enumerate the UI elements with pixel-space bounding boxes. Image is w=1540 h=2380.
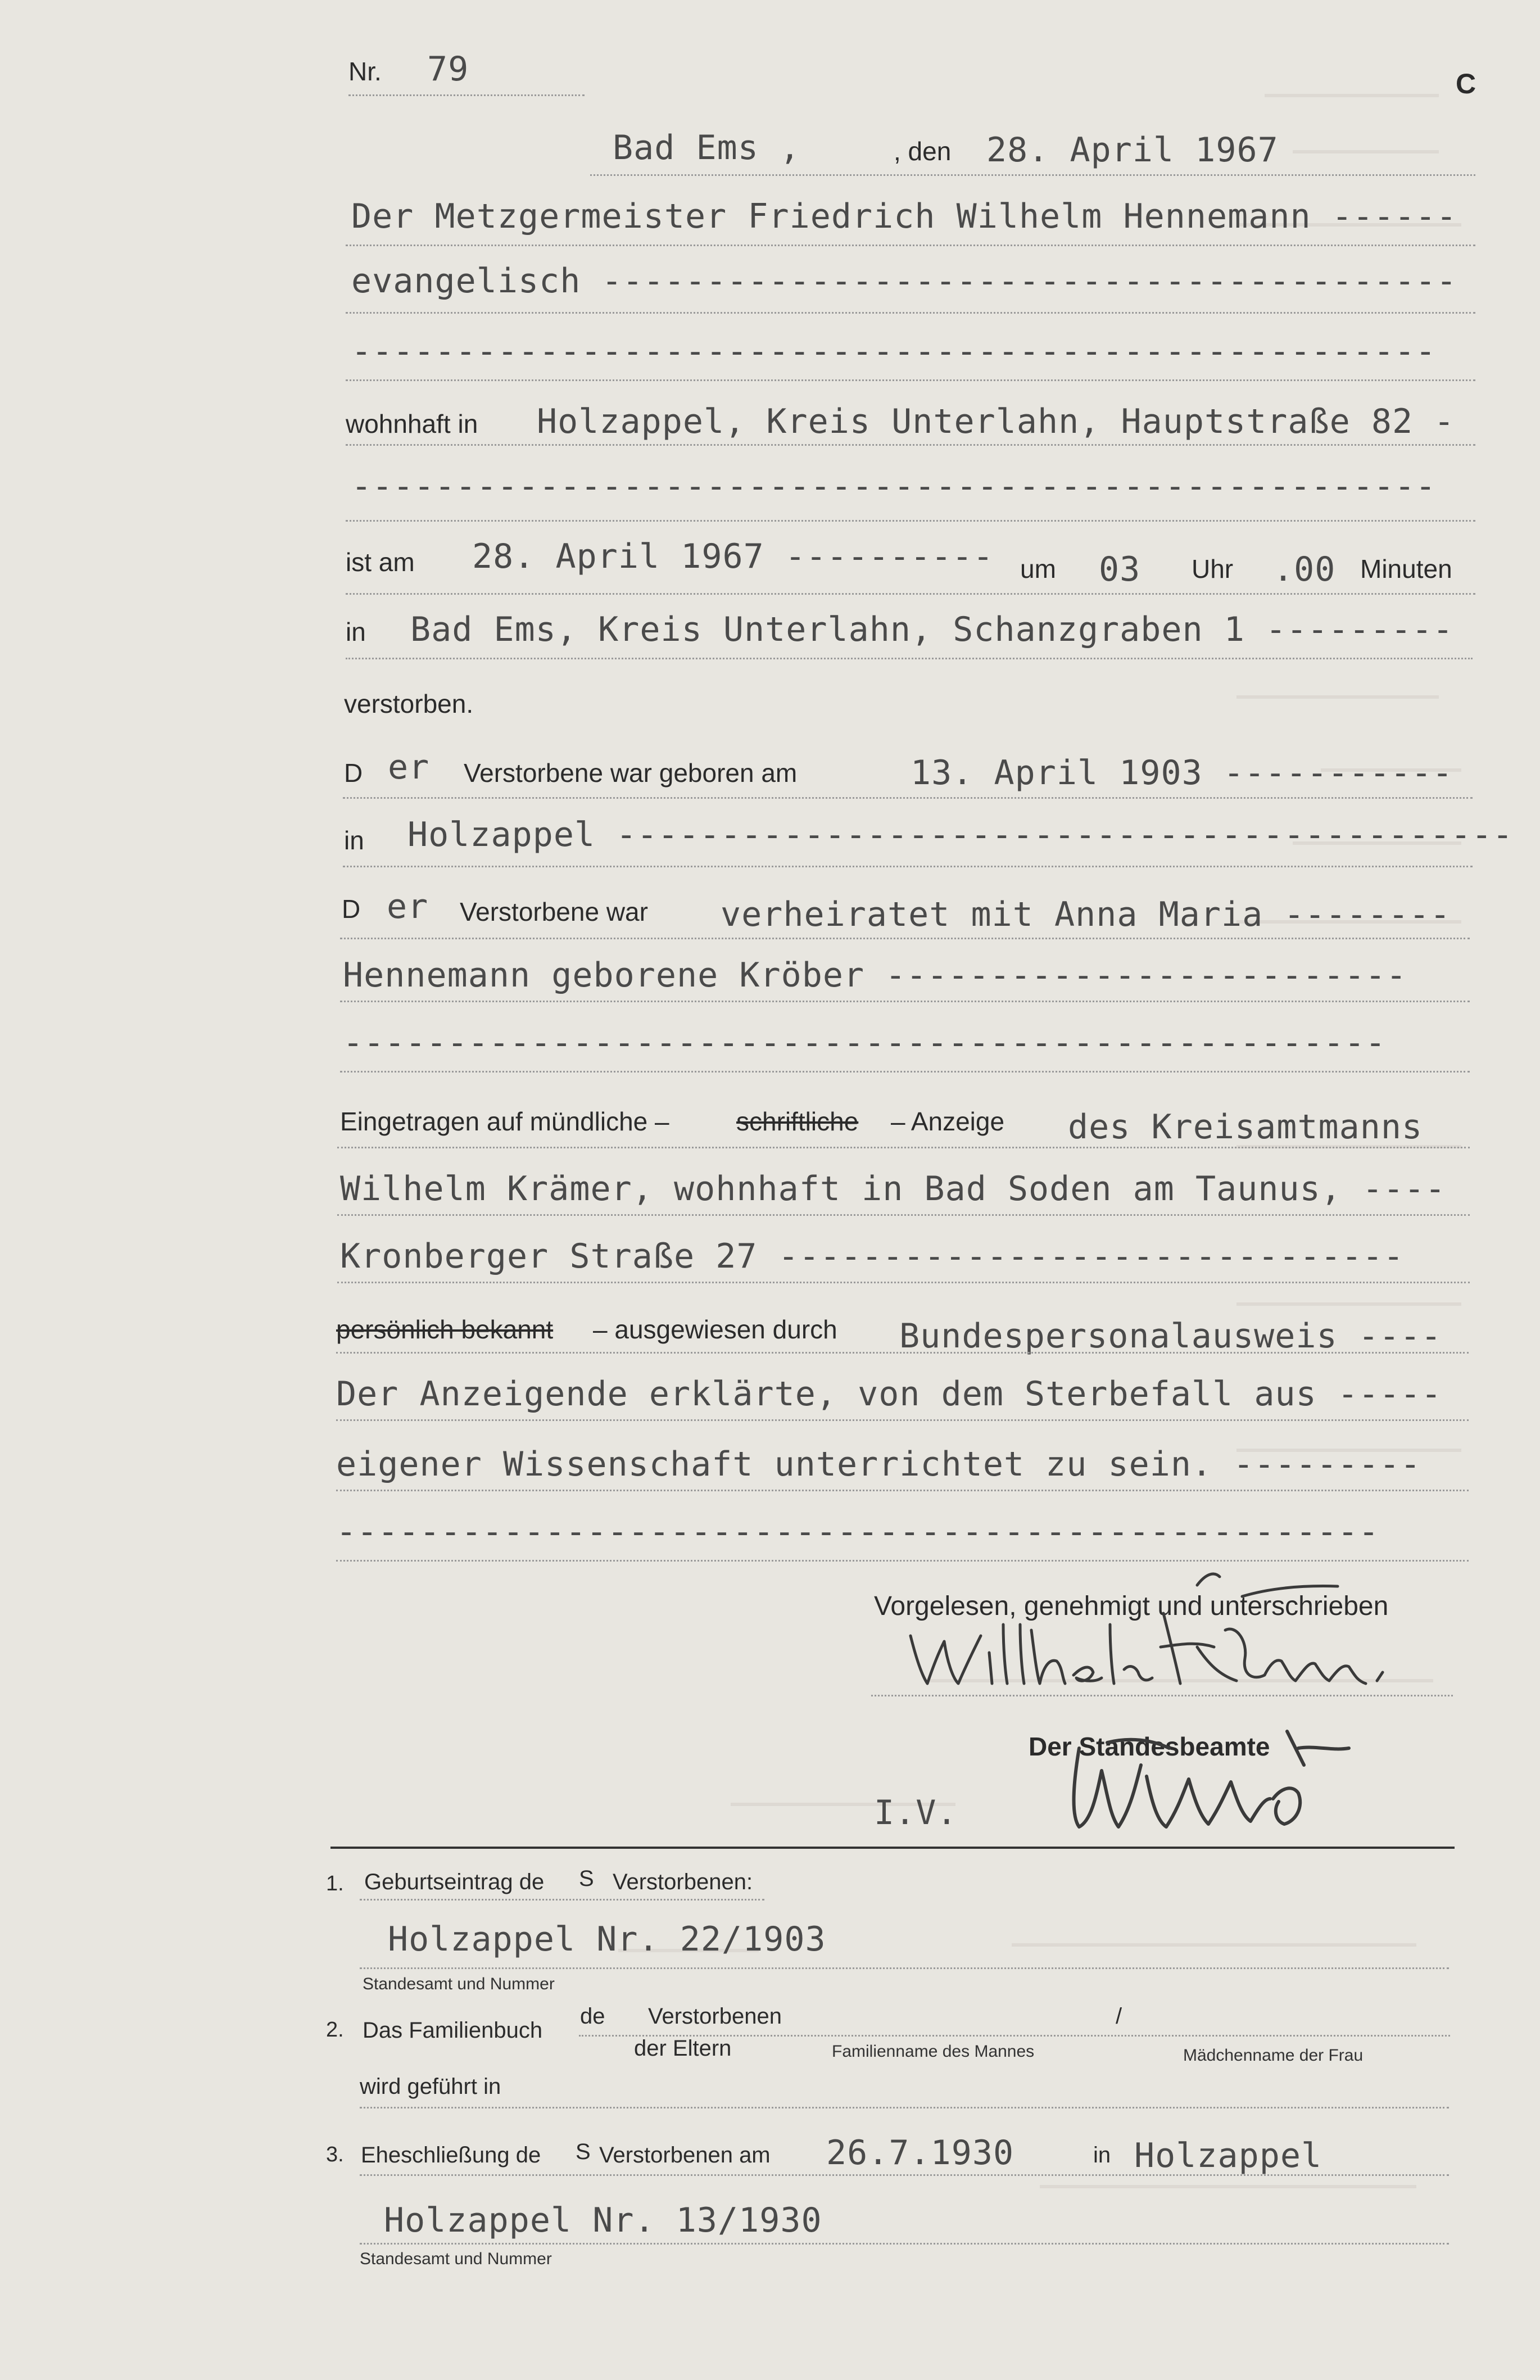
birth-entry-label: Geburtseintrag de	[364, 1870, 545, 1894]
statement-underline	[336, 1419, 1469, 1421]
slash-separator: /	[1116, 2004, 1122, 2029]
read-approved-label: Vorgelesen, genehmigt und unterschrieben	[874, 1591, 1389, 1621]
statement-line-2: eigener Wissenschaft unterrichtet zu sein. ---------	[336, 1445, 1421, 1484]
marriage-registry-underline	[360, 2243, 1449, 2245]
nr-underline	[348, 94, 585, 96]
standesamt-caption: Standesamt und Nummer	[363, 1975, 555, 1993]
marriage-underline	[360, 2174, 1449, 2176]
maedchenname-caption: Mädchenname der Frau	[1183, 2046, 1364, 2065]
marriage-s: S	[576, 2139, 591, 2164]
birth-place-underline	[343, 866, 1473, 867]
birth-entry-value: Holzappel Nr. 22/1903	[388, 1920, 826, 1959]
id-document: Bundespersonalausweis ----	[899, 1316, 1442, 1356]
notice-written-struck: schriftliche	[736, 1107, 859, 1136]
minuten-label: Minuten	[1360, 554, 1452, 583]
death-in-label: in	[346, 617, 366, 646]
uhr-label: Uhr	[1192, 554, 1234, 583]
er-suffix: er	[388, 748, 430, 787]
birth-date: 13. April 1903 -----------	[911, 753, 1453, 793]
filler-line: --------------------------------------------------	[343, 1023, 1387, 1062]
wohnhaft-label: wohnhaft in	[346, 409, 478, 438]
de-label: de	[580, 2004, 605, 2029]
gefuehrt-label: wird geführt in	[360, 2074, 501, 2099]
place-value: Bad Ems ,	[613, 128, 801, 168]
deceased-name: Der Metzgermeister Friedrich Wilhelm Hennemann ------	[351, 197, 1457, 236]
filler-underline	[346, 520, 1475, 522]
death-minutes: .00	[1273, 550, 1336, 589]
footnote-number: 3.	[326, 2143, 344, 2166]
death-date-underline	[346, 593, 1475, 595]
notice-label: Eingetragen auf mündliche –	[340, 1107, 669, 1136]
spouse-name: Hennemann geborene Kröber -------------------------	[343, 956, 1407, 995]
filler-underline	[340, 1071, 1470, 1073]
der-eltern-label: der Eltern	[634, 2036, 732, 2061]
marriage-registry: Holzappel Nr. 13/1930	[384, 2201, 822, 2240]
signature-underline	[871, 1695, 1453, 1696]
marriage-date: 26.7.1930	[826, 2133, 1014, 2173]
residence-value: Holzappel, Kreis Unterlahn, Hauptstraße 82 -	[537, 402, 1455, 441]
birth-entry-underline	[360, 1899, 764, 1901]
date-underline	[590, 174, 1475, 176]
iv-label: I.V.	[874, 1793, 958, 1832]
marital-label: Verstorbene war	[460, 897, 648, 926]
birth-date-underline	[343, 797, 1473, 799]
address-underline	[337, 1282, 1470, 1283]
id-label: – ausgewiesen durch	[593, 1315, 837, 1344]
document-date: 28. April 1967	[986, 130, 1279, 170]
birth-in-label: in	[344, 826, 364, 855]
notice-label-tail: – Anzeige	[891, 1107, 1005, 1136]
marriage-date-label: Eheschließung de	[361, 2143, 541, 2168]
d-prefix: D	[342, 894, 361, 924]
footnote-number: 2.	[326, 2018, 344, 2042]
residence-underline	[346, 444, 1475, 446]
corner-mark: C	[1456, 68, 1476, 99]
notice-underline	[337, 1147, 1470, 1148]
registrar-signature	[1057, 1714, 1371, 1849]
footnote-number: 1.	[326, 1872, 344, 1895]
informant-signature	[877, 1563, 1450, 1709]
birth-place: Holzappel -------------------------------------------	[407, 815, 1514, 854]
known-struck: persönlich bekannt	[336, 1315, 554, 1344]
birth-entry-value-underline	[360, 1967, 1449, 1969]
nr-value: 79	[427, 49, 469, 89]
ist-am-label: ist am	[346, 548, 415, 577]
spouse-underline	[340, 1001, 1470, 1002]
statement-line-1: Der Anzeigende erklärte, von dem Sterbefall aus -----	[336, 1374, 1442, 1414]
informant-name: Wilhelm Krämer, wohnhaft in Bad Soden am Taunus, ----	[340, 1169, 1446, 1209]
death-date: 28. April 1967 ----------	[472, 537, 994, 576]
family-book-label: Das Familienbuch	[363, 2018, 543, 2043]
verstorben-label: verstorben.	[344, 689, 474, 718]
informant-address: Kronberger Straße 27 ------------------------------	[340, 1237, 1405, 1276]
er-suffix: er	[387, 887, 429, 926]
filler-underline	[336, 1560, 1469, 1562]
filler-line: --------------------------------------------------	[336, 1512, 1380, 1551]
section-divider	[330, 1847, 1455, 1849]
death-place-underline	[346, 658, 1473, 659]
marital-underline	[340, 938, 1470, 939]
statement-underline	[336, 1490, 1469, 1491]
verstorbenen-label: Verstorbenen	[648, 2004, 782, 2029]
id-underline	[336, 1352, 1469, 1354]
familienname-caption: Familienname des Mannes	[832, 2042, 1035, 2061]
birth-entry-label-2: Verstorbenen:	[613, 1870, 753, 1894]
registrar-title: Der Standesbeamte	[1029, 1732, 1270, 1761]
marriage-in-label: in	[1093, 2143, 1111, 2168]
den-label: , den	[894, 137, 952, 166]
religion-underline	[346, 312, 1475, 314]
um-label: um	[1020, 554, 1056, 583]
religion-value: evangelisch -----------------------------------------	[351, 261, 1457, 301]
birth-label: Verstorbene war geboren am	[464, 758, 798, 788]
death-hour: 03	[1099, 550, 1141, 589]
standesamt-caption: Standesamt und Nummer	[360, 2250, 552, 2268]
name-underline	[346, 245, 1475, 246]
filler-line: ----------------------------------------------------	[351, 467, 1437, 506]
death-place: Bad Ems, Kreis Unterlahn, Schanzgraben 1 ---------	[410, 610, 1454, 649]
d-prefix: D	[344, 758, 363, 788]
marital-status: verheiratet mit Anna Maria --------	[721, 895, 1451, 934]
birth-entry-s: S	[579, 1866, 594, 1891]
marriage-date-label-2: Verstorbenen am	[599, 2143, 771, 2168]
filler-underline	[346, 379, 1475, 381]
nr-label: Nr.	[348, 57, 382, 86]
gefuehrt-underline	[360, 2107, 1449, 2108]
marriage-place: Holzappel	[1134, 2136, 1322, 2175]
informant-title: des Kreisamtmanns	[1068, 1107, 1423, 1147]
filler-line: ----------------------------------------------------	[351, 332, 1437, 371]
informant-underline	[337, 1214, 1470, 1216]
